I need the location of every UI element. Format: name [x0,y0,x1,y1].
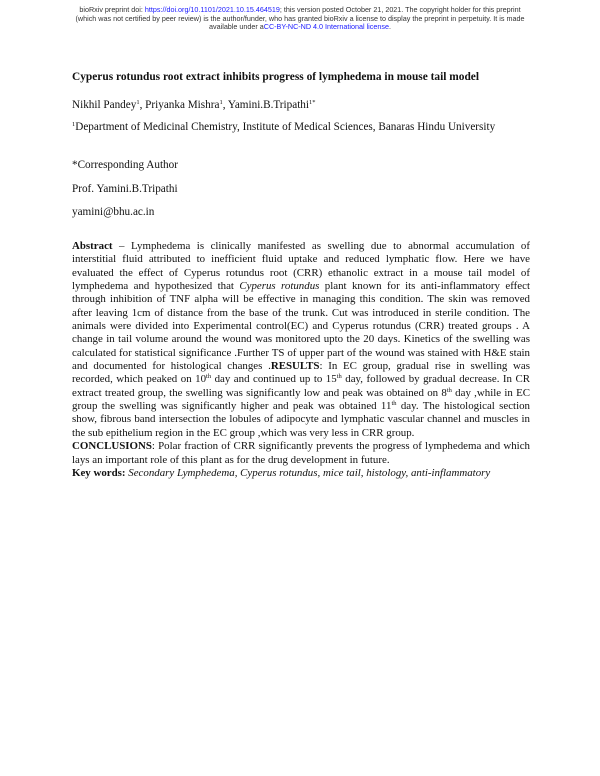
license-link[interactable]: CC-BY-NC-ND 4.0 International license [263,22,389,32]
author-list: Nikhil Pandey$^1$, Priyanka Mishra$^1$, Yamini.B.Tripathi$^{1*}$ [72,99,316,111]
author-name: Nikhil Pandey [72,99,137,111]
corresponding-email: yamini@bhu.ac.in [72,206,155,218]
paper-title: Cyperus rotundus root extract inhibits progress of lymphedema in mouse tail model [72,71,480,83]
author-name: Priyanka Mishra [145,99,220,111]
species-name: Cyperus rotundus [239,280,320,293]
keywords-text: Secondary Lymphedema, Cyperus rotundus, mice tail, histology, anti-inflammatory [125,466,491,479]
conclusions-paragraph: CONCLUSIONS: Polar fraction of CRR significantly prevents the progress of lymphedema and which lays an important role of this plant as for the drug development in future. [72,440,530,466]
banner-line-1: bioRxiv preprint doi: https://doi.org/10.1101/2021.10.15.464519; this version posted October 21, 2021. The copyright holder for this preprint [79,5,521,14]
doi-link[interactable]: https://doi.org/10.1101/2021.10.15.464519 [144,5,280,14]
author-affiliation-mark: 1 [219,99,223,106]
conclusions-label: CONCLUSIONS [72,440,152,453]
abstract-paragraph: Abstract – Lymphedema is clinically manifested as swelling due to abnormal accumulation of interstitial fluid attributed to inefficient fluid uptake and reduced lymphatic flow. Here we have evaluated the effect of Cyperus rotundus root (CRR) ethanolic extract in a mouse tail model of lymphedema and hypothesized that Cyperus rotundus plant known for its anti-inflammatory effect through inhibition of TNF alpha will be effective in managing this condition. The skin was removed after leaving 1cm of distance from the base of the trunk. Cut was introduced in sterile condition. The animals were divided into Experimental control(EC) and Cyperus rotundus (CRR) treated groups . A change in tail volume around the wound was monitored upto the 20 days. Kinetics of the swelling was calculated for statistical significance .Further TS of upper part of the wound was stained with H&E stain and documented for histological changes .RESULTS: In EC group, gradual rise in swelling was recorded, which peaked on 10th day and continued up to 15th day, followed by gradual decrease. In CR extract treated group, the swelling was significantly low and peak was obtained on 8th day ,while in EC group the swelling was significantly higher and peak was obtained 11th day. The histological section show, fibrous band intersection the lobules of adipocyte and lymphatic vascular channel and muscles in the sub epithelium region in the EC group ,which was very less in CRR group. [72,240,531,439]
abstract-section [72,240,530,480]
affiliation-mark: 1 [72,121,76,128]
preprint-banner [0,6,600,32]
corresponding-name: Prof. Yamini.B.Tripathi [72,183,178,195]
affiliation-text: Department of Medicinal Chemistry, Institute of Medical Sciences, Banaras Hindu University [75,121,496,133]
banner-line-3: available under aCC-BY-NC-ND 4.0 International license. [209,22,391,32]
corresponding-label: *Corresponding Author [72,159,178,171]
banner-line-2: (which was not certified by peer review) is the author/funder, who has granted bioRxiv a license to display the preprint in perpetuity. It is made [75,13,525,23]
author-name: Yamini.B.Tripathi [227,99,310,111]
author-affiliation-mark: 1 [136,99,140,106]
results-label: RESULTS [270,360,320,373]
keywords-label: Key words: [72,466,126,479]
keywords-paragraph [72,467,530,480]
author-affiliation-mark: 1* [309,99,316,106]
affiliation [72,121,495,133]
abstract-heading: Abstract [72,240,113,252]
